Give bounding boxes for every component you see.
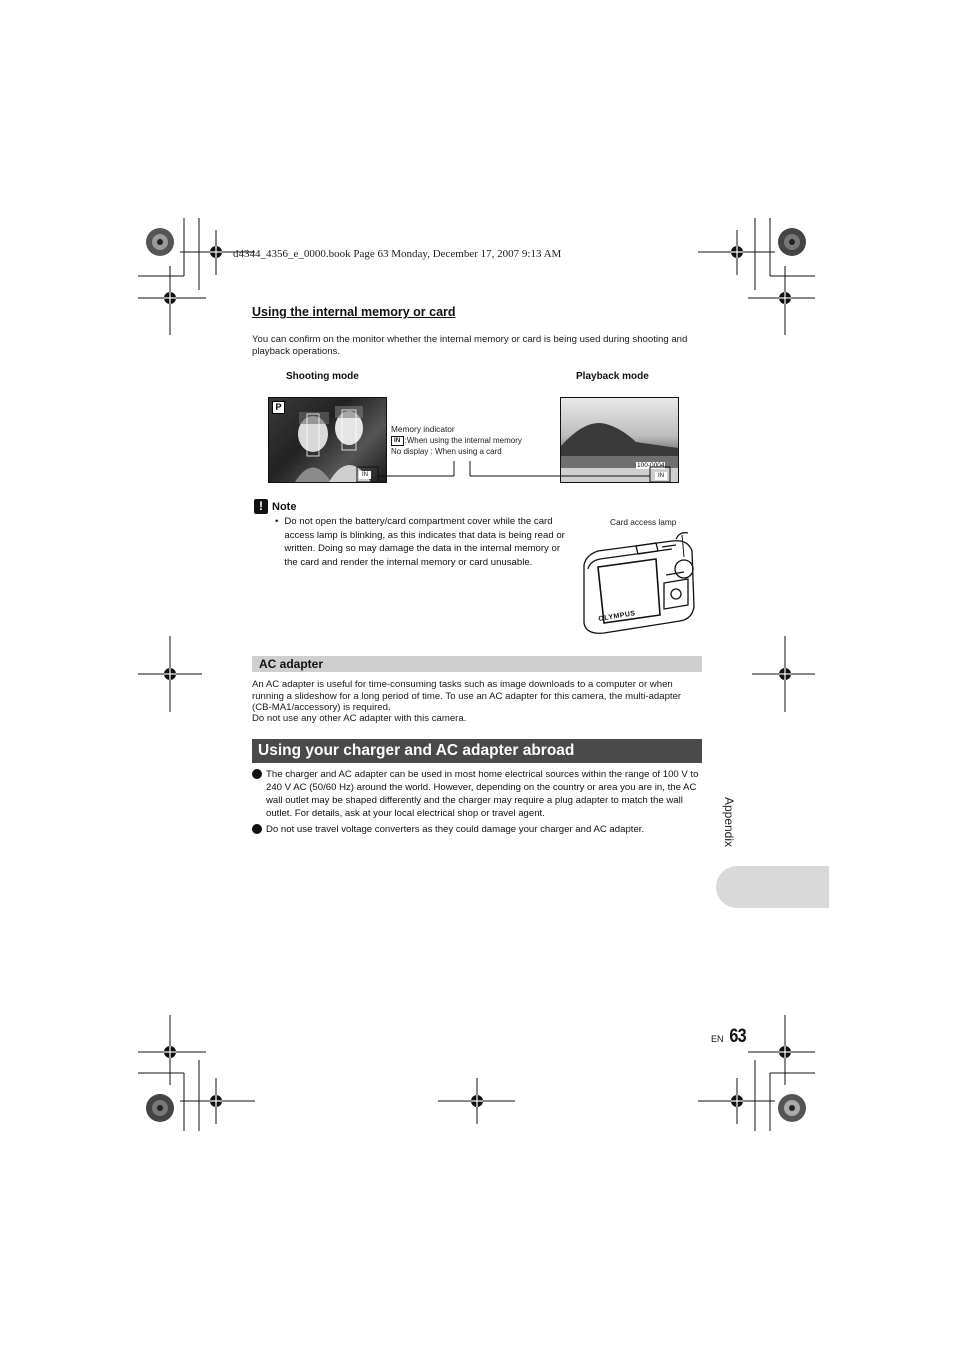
card-access-lamp-label: Card access lamp [610,517,677,527]
page-number [711,1026,747,1048]
abroad-bullet-1: The charger and AC adapter can be used in most home electrical sources within the range of 100 V to 240 V AC (50/60 Hz) around the world. However, depending on the country or area you are in, the AC wall outlet may be shaped differently and the charger may require a plug adapter to match the wall outlet. For details, ask at your local electrical shop or travel agent. [252,768,702,820]
camera-illustration [576,527,701,639]
file-counter: 100-0004 [637,462,665,469]
thumb-tab [716,866,829,908]
shooting-mode-label: Shooting mode [286,371,359,382]
abroad-title: Using your charger and AC adapter abroad [258,742,575,759]
note-title: Note [272,500,297,513]
memory-indicator-title: Memory indicator [391,424,455,434]
page-lang: EN [711,1034,724,1044]
program-mode-icon: P [272,401,285,414]
memory-indicator-internal: IN :When using the internal memory [391,435,522,446]
intro-paragraph: You can confirm on the monitor whether the internal memory or card is being used during shooting and playback operations. [252,334,688,357]
memory-indicator-card: No display : When using a card [391,447,502,456]
page-num-value: 63 [728,1026,746,1047]
exclamation-icon: ! [254,499,268,514]
playback-mode-label: Playback mode [576,371,649,382]
internal-memory-icon-playback: IN [655,472,667,480]
bullet-dot-icon [252,769,262,779]
ac-adapter-warning: Do not use any other AC adapter with this camera. [252,713,467,724]
note-heading [254,499,296,514]
bullet-icon: • [275,516,279,527]
bullet-dot-icon [252,824,262,834]
appendix-side-label: Appendix [722,796,737,848]
ac-adapter-body: An AC adapter is useful for time-consuming tasks such as image downloads to a computer or when running a slideshow for a long period of time. To use an AC adapter for this camera, the multi-adapter (CB-MA1/accessory) is required. [252,679,682,714]
note-text: • Do not open the battery/card compartment cover while the card access lamp is blinking, as this indicates that data is being read or written. Doing so may damage the data in the internal memory or the card and render the internal memory or card unusable. [275,516,565,568]
camera-brand: OLYMPUS [598,610,637,623]
section-title-internal-memory: Using the internal memory or card [252,305,456,319]
ac-adapter-title: AC adapter [259,657,324,671]
abroad-bar [252,739,702,763]
internal-memory-icon: IN [359,471,371,479]
book-header: d4344_4356_e_0000.book Page 63 Monday, December 17, 2007 9:13 AM [233,248,562,260]
abroad-bullet-2: Do not use travel voltage converters as they could damage your charger and AC adapter. [252,823,702,836]
in-icon: IN [391,436,404,446]
ac-adapter-bar [252,656,702,672]
